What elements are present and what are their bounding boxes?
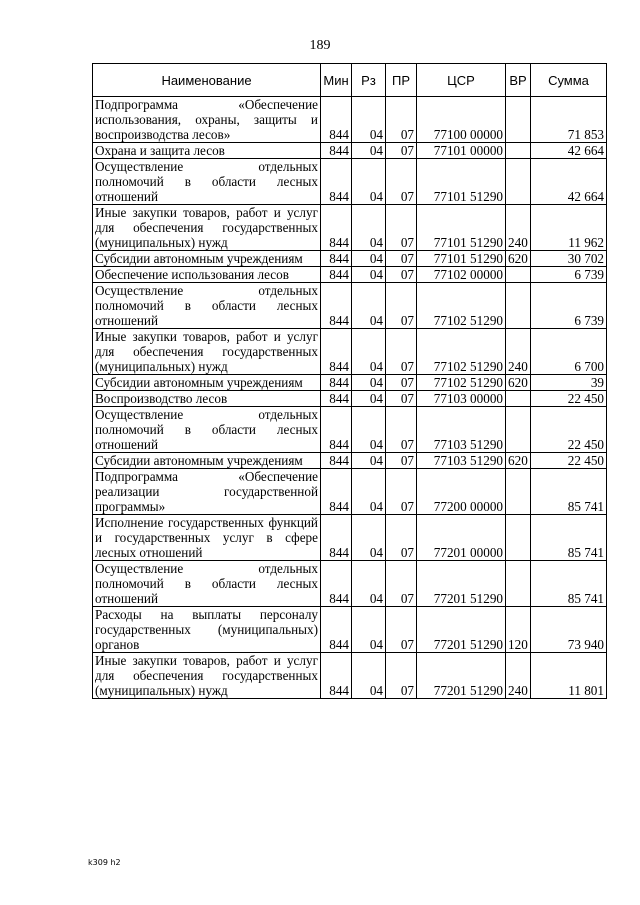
table-row (93, 97, 607, 143)
cell-sum: 22 450 (531, 391, 607, 407)
cell-pr: 07 (386, 375, 417, 391)
cell-sum: 6 739 (531, 283, 607, 329)
cell-vr (506, 391, 531, 407)
table-row (93, 159, 607, 205)
cell-min: 844 (321, 267, 352, 283)
table-row (93, 561, 607, 607)
cell-rz: 04 (352, 283, 386, 329)
cell-name: Иные закупки товаров, работ и услуг для обеспечения государственных (муниципальных) нужд (93, 329, 321, 375)
cell-name: Субсидии автономным учреждениям (93, 453, 321, 469)
header-csr: ЦСР (417, 64, 506, 97)
cell-pr: 07 (386, 143, 417, 159)
cell-csr: 77101 51290 (417, 205, 506, 251)
cell-vr: 620 (506, 453, 531, 469)
header-name: Наименование (93, 64, 321, 97)
cell-pr: 07 (386, 283, 417, 329)
cell-rz: 04 (352, 515, 386, 561)
cell-name: Обеспечение использования лесов (93, 267, 321, 283)
cell-pr: 07 (386, 561, 417, 607)
cell-min: 844 (321, 283, 352, 329)
cell-min: 844 (321, 159, 352, 205)
cell-name: Осуществление отдельных полномочий в области лесных отношений (93, 561, 321, 607)
cell-rz: 04 (352, 407, 386, 453)
cell-sum: 42 664 (531, 159, 607, 205)
cell-min: 844 (321, 407, 352, 453)
cell-csr: 77103 51290 (417, 453, 506, 469)
cell-sum: 71 853 (531, 97, 607, 143)
cell-csr: 77102 00000 (417, 267, 506, 283)
cell-pr: 07 (386, 267, 417, 283)
cell-name: Расходы на выплаты персоналу государственных (муниципальных) органов (93, 607, 321, 653)
cell-min: 844 (321, 453, 352, 469)
cell-rz: 04 (352, 329, 386, 375)
header-vr: ВР (506, 64, 531, 97)
cell-name: Подпрограмма «Обеспечение использования, охраны, защиты и воспроизводства лесов» (93, 97, 321, 143)
table-row (93, 375, 607, 391)
cell-vr (506, 267, 531, 283)
table-row (93, 329, 607, 375)
budget-table (92, 63, 607, 699)
cell-min: 844 (321, 97, 352, 143)
cell-pr: 07 (386, 607, 417, 653)
cell-csr: 77201 00000 (417, 515, 506, 561)
table-row (93, 205, 607, 251)
header-rz: Рз (352, 64, 386, 97)
cell-pr: 07 (386, 653, 417, 699)
cell-pr: 07 (386, 407, 417, 453)
cell-rz: 04 (352, 561, 386, 607)
cell-name: Подпрограмма «Обеспечение реализации государственной программы» (93, 469, 321, 515)
cell-vr (506, 97, 531, 143)
cell-rz: 04 (352, 267, 386, 283)
cell-vr (506, 407, 531, 453)
cell-pr: 07 (386, 515, 417, 561)
table-row (93, 653, 607, 699)
cell-sum: 11 962 (531, 205, 607, 251)
cell-vr: 240 (506, 653, 531, 699)
cell-rz: 04 (352, 469, 386, 515)
cell-sum: 6 739 (531, 267, 607, 283)
page-number: 189 (309, 38, 331, 53)
cell-rz: 04 (352, 205, 386, 251)
table-row (93, 515, 607, 561)
cell-vr: 620 (506, 375, 531, 391)
cell-min: 844 (321, 515, 352, 561)
cell-rz: 04 (352, 391, 386, 407)
cell-min: 844 (321, 607, 352, 653)
cell-name: Охрана и защита лесов (93, 143, 321, 159)
cell-min: 844 (321, 251, 352, 267)
cell-min: 844 (321, 143, 352, 159)
cell-name: Исполнение государственных функций и государственных услуг в сфере лесных отношений (93, 515, 321, 561)
cell-pr: 07 (386, 453, 417, 469)
cell-name: Воспроизводство лесов (93, 391, 321, 407)
cell-sum: 22 450 (531, 407, 607, 453)
cell-csr: 77201 51290 (417, 561, 506, 607)
table-header-row (93, 64, 607, 97)
table-row (93, 391, 607, 407)
cell-vr (506, 283, 531, 329)
cell-csr: 77103 51290 (417, 407, 506, 453)
cell-csr: 77102 51290 (417, 375, 506, 391)
cell-pr: 07 (386, 159, 417, 205)
cell-min: 844 (321, 391, 352, 407)
cell-sum: 85 741 (531, 515, 607, 561)
cell-name: Осуществление отдельных полномочий в области лесных отношений (93, 159, 321, 205)
header-sum: Сумма (531, 64, 607, 97)
cell-vr: 620 (506, 251, 531, 267)
cell-name: Иные закупки товаров, работ и услуг для обеспечения государственных (муниципальных) нужд (93, 653, 321, 699)
cell-rz: 04 (352, 653, 386, 699)
cell-sum: 42 664 (531, 143, 607, 159)
cell-name: Иные закупки товаров, работ и услуг для обеспечения государственных (муниципальных) нужд (93, 205, 321, 251)
cell-sum: 73 940 (531, 607, 607, 653)
cell-min: 844 (321, 205, 352, 251)
cell-name: Субсидии автономным учреждениям (93, 251, 321, 267)
cell-rz: 04 (352, 375, 386, 391)
cell-min: 844 (321, 653, 352, 699)
cell-min: 844 (321, 329, 352, 375)
cell-pr: 07 (386, 391, 417, 407)
table-row (93, 607, 607, 653)
table-row (93, 469, 607, 515)
cell-csr: 77103 00000 (417, 391, 506, 407)
cell-min: 844 (321, 469, 352, 515)
cell-vr (506, 159, 531, 205)
cell-sum: 22 450 (531, 453, 607, 469)
cell-rz: 04 (352, 607, 386, 653)
cell-csr: 77201 51290 (417, 653, 506, 699)
table-row (93, 267, 607, 283)
header-pr: ПР (386, 64, 417, 97)
cell-sum: 30 702 (531, 251, 607, 267)
cell-vr (506, 561, 531, 607)
footer-code: k309 h2 (88, 858, 121, 867)
cell-vr: 240 (506, 205, 531, 251)
cell-sum: 39 (531, 375, 607, 391)
cell-name: Осуществление отдельных полномочий в области лесных отношений (93, 283, 321, 329)
cell-rz: 04 (352, 453, 386, 469)
cell-vr: 240 (506, 329, 531, 375)
cell-csr: 77101 00000 (417, 143, 506, 159)
cell-rz: 04 (352, 159, 386, 205)
cell-vr: 120 (506, 607, 531, 653)
cell-pr: 07 (386, 97, 417, 143)
table-row (93, 407, 607, 453)
cell-vr (506, 469, 531, 515)
cell-csr: 77200 00000 (417, 469, 506, 515)
table-body (93, 97, 607, 699)
cell-vr (506, 515, 531, 561)
cell-vr (506, 143, 531, 159)
table-row (93, 143, 607, 159)
table-row (93, 283, 607, 329)
cell-sum: 6 700 (531, 329, 607, 375)
cell-pr: 07 (386, 251, 417, 267)
cell-name: Субсидии автономным учреждениям (93, 375, 321, 391)
cell-sum: 85 741 (531, 561, 607, 607)
cell-rz: 04 (352, 97, 386, 143)
cell-csr: 77101 51290 (417, 251, 506, 267)
cell-csr: 77102 51290 (417, 283, 506, 329)
table-row (93, 251, 607, 267)
header-min: Мин (321, 64, 352, 97)
cell-sum: 11 801 (531, 653, 607, 699)
cell-pr: 07 (386, 205, 417, 251)
cell-rz: 04 (352, 251, 386, 267)
cell-csr: 77201 51290 (417, 607, 506, 653)
cell-min: 844 (321, 375, 352, 391)
cell-min: 844 (321, 561, 352, 607)
cell-name: Осуществление отдельных полномочий в области лесных отношений (93, 407, 321, 453)
cell-csr: 77101 51290 (417, 159, 506, 205)
cell-csr: 77102 51290 (417, 329, 506, 375)
cell-rz: 04 (352, 143, 386, 159)
table-row (93, 453, 607, 469)
cell-pr: 07 (386, 329, 417, 375)
cell-csr: 77100 00000 (417, 97, 506, 143)
cell-sum: 85 741 (531, 469, 607, 515)
cell-pr: 07 (386, 469, 417, 515)
